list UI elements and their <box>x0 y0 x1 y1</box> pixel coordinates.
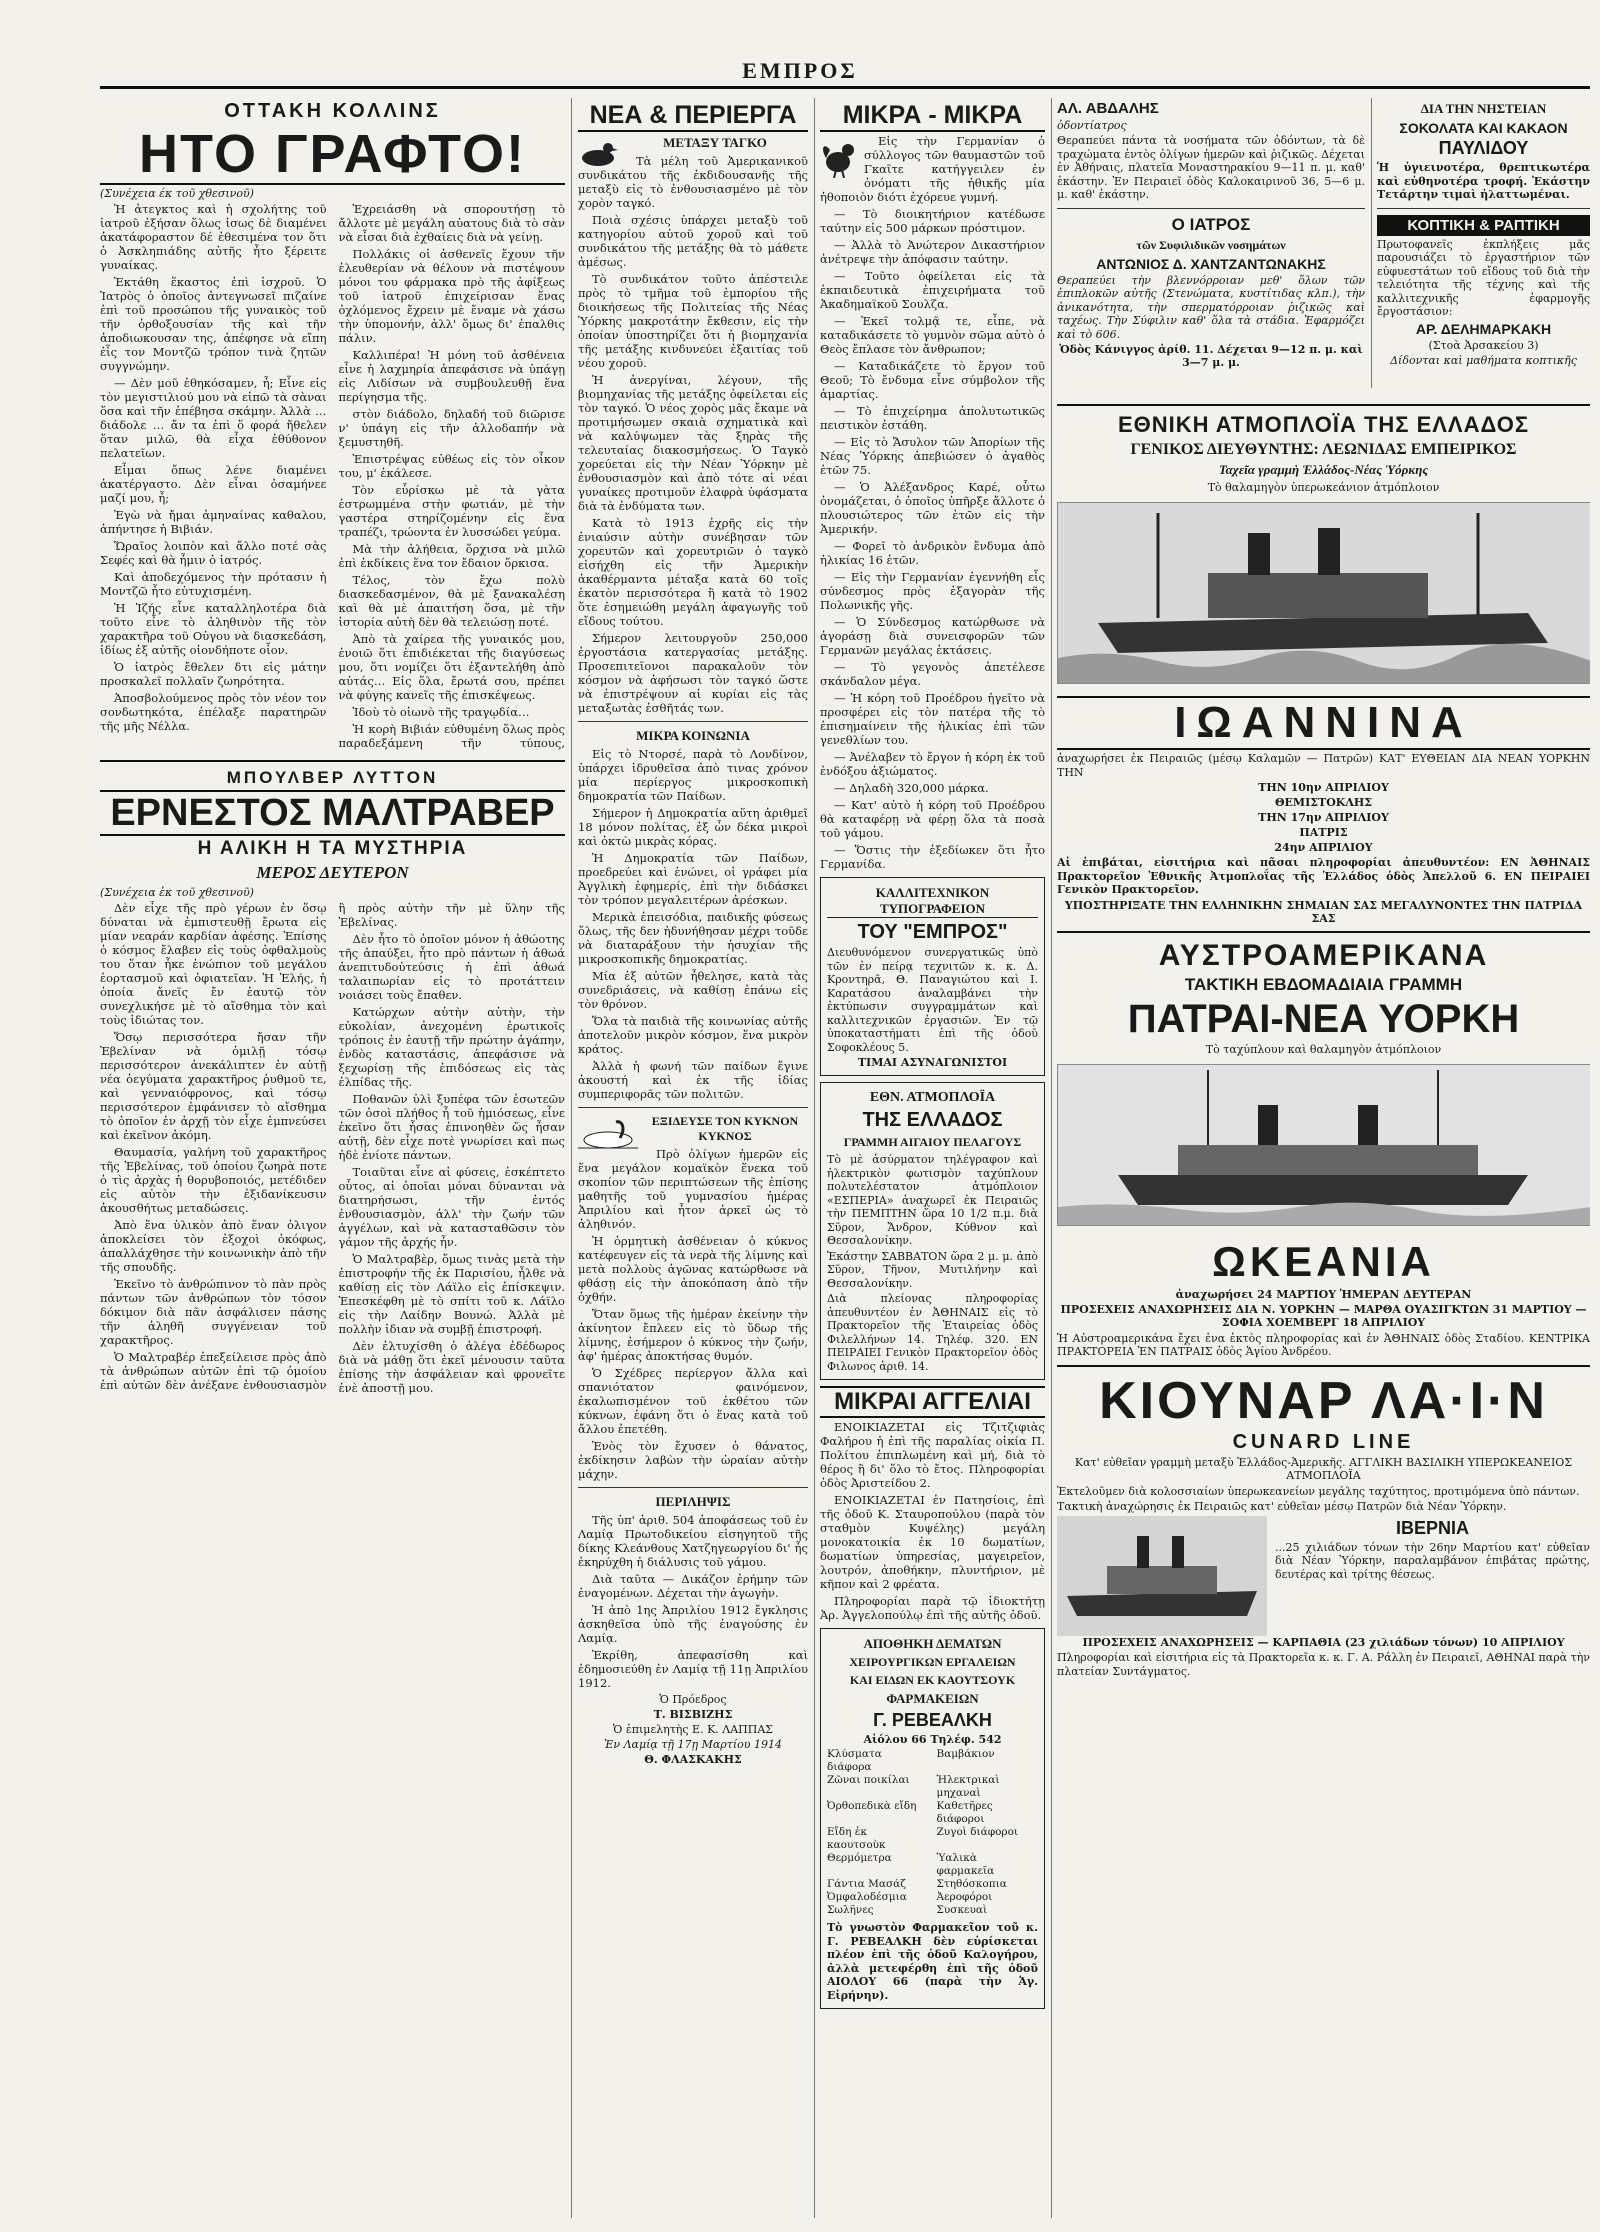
notice-date: Ἐν Λαμίᾳ τῇ 17ῃ Μαρτίου 1914 <box>604 1738 782 1751</box>
divider <box>1057 931 1590 933</box>
section-heading-small-news: ΜΙΚΡΑ - ΜΙΚΡΑ <box>820 100 1045 132</box>
product-item: Στηθόσκοπια <box>936 1878 1007 1890</box>
dentist-name: ΑΛ. ΑΒΔΑΛΗΣ <box>1057 100 1159 117</box>
serial2-part: ΜΕΡΟΣ ΔΕΥΤΕΡΟΝ <box>256 863 409 882</box>
ad-brand: ΤΟΥ "ΕΜΠΡΟΣ" <box>857 921 1008 943</box>
ad-text: ΠΡΟΣΕΧΕΙΣ ΑΝΑΧΩΡΗΣΕΙΣ — ΚΑΡΠΑΘΙΑ (23 χιλιάδων τόνων) 10 ΑΠΡΙΛΙΟΥ <box>1082 1635 1565 1649</box>
ship-intro: Τὸ θαλαμηγὸν ὑπερωκεάνιον ἀτμόπλοιον <box>1207 481 1440 494</box>
paragraph: Εἶμαι ὄπως λένε διαμένει ἀκατέργαστο. Δὲν εἶναι ὀσαμήνεε μαζί μου, ἦ; <box>100 463 327 505</box>
ad-title: Ο ΙΑΤΡΟΣ <box>1171 214 1251 234</box>
ad-title: ΔΙΑ ΤΗΝ ΝΗΣΤΕΙΑΝ <box>1420 101 1547 116</box>
ad-note: Δίδονται καὶ μαθήματα κοπτικῆς <box>1390 353 1577 367</box>
article-title: ΜΕΤΑΞΥ ΤΑΓΚΟ <box>663 135 767 150</box>
shipping-ads <box>1057 398 1590 2218</box>
paragraph: Ὅσῳ περισσότερα ἤσαν τῆν Ἐβελίναν νὰ ὁμιλῇ τόσῳ περισσότερον ἀνεκάλιπτεν ἐν αὐτῇ νέα ὀεγύματα χαρακτῆρος ῥυθμοῦ τε, καὶ γενναιόφρονος, καὶ τόσῳ περισσότερον ἐμφάνισεν τὸ αἴσθημα τὸ ὁποῖον ἐν ἀρχῇ τὸν εἶχε ἐμπνεύσει καὶ ἐκεῖνον ἀκόμη. <box>100 1030 327 1142</box>
route-title: ΠΑΤΡΑΙ-ΝΕΑ ΥΟΡΚΗ <box>1127 996 1520 1041</box>
product-item: Εἴδη ἐκ καουτσοὺκ <box>827 1826 886 1851</box>
paragraph: Ὅλα τὰ παιδιὰ τῆς κοινωνίας αὐτῆς ἀποτελοῦν μικρὸν κόσμον, ἕνα μικρὸν κράτος. <box>578 1014 808 1056</box>
article-title: ΜΙΚΡΑ ΚΟΙΝΩΝΙΑ <box>636 728 750 743</box>
paragraph: — Δηλαδὴ 320,000 μάρκα. <box>834 781 989 795</box>
paragraph: Μερικὰ ἐπεισόδια, παιδικῆς φύσεως ὅλως, τῆς δεν ἠδυνήθησαν μέχρι τοῦδε νὰ διαταράξουν τὴν ἡσυχίαν τῆς μικροσκοπικῆς δημοκρατίας. <box>578 910 808 966</box>
product-item: Θερμόμετρα <box>827 1852 892 1864</box>
paragraph: Κατὰ τὸ 1913 ἐχρῆς εἰς τὴν ἐνιαύσιν αὐτὴν συνέβησαν τῶν χορευτῶν καὶ χορευτριῶν ὁ ταγκὸ εἰσήχθη εἰς τῆν Ἀμερικὴν ἀκαθέρμαντα μέταξα κατὰ 60 τοῖς ἑκατὸν περισσότερα ἢ κατὰ τὸ 1902 ὅτε ἐσημειώθη μεγάλη ἀφαγωγῆς τοῦ εἴδους τούτου. <box>578 516 808 628</box>
continuation-note: (Συνέχεια έκ τοῦ χθεσινοῦ) <box>100 187 254 200</box>
paragraph: — Κατ' αὐτὸ ἡ κόρη τοῦ Προέδρου θὰ καταφέρῃ νὰ φέρῃ ὅλα τὰ ποσὰ τοῦ γάμου. <box>820 798 1045 840</box>
paragraph: — Ὁ Σύνδεσμος κατώρθωσε νὰ ἀγοράσῃ διὰ συνεισφορῶν τῶν Γερμανῶν μεγάλας ἐκτάσεις. <box>820 615 1045 657</box>
ad-text: Αἱ ἐπιβάται, εἰσιτήρια καὶ πᾶσαι πληροφορίαι ἀπευθυντέον: ΕΝ ἈΘΗΝΑΙΣ Πρακτορεῖον Ἐθνικῆς Ἀτμοπλοΐας τῆς Ἑλλάδος ὁδὸς Ἀπελλοῦ 6. ΕΝ ΠΕΙΡΑΙΕΙ Γενικὸν Πρακτορεῖον. <box>1057 856 1590 896</box>
column-1 <box>100 98 565 2218</box>
paragraph: Καλλιπέρα! Ἡ μόνη τοῦ ἀσθένεια εἶνε ἡ λαχμηρία ἀπεφάσισε νὰ ὑπάγῃ εἰς Λιδίσων νὰ συμβουλευθῇ ἕνα περίγησμα τῆς. <box>338 348 565 404</box>
divider <box>1057 208 1365 209</box>
paragraph: Δὲν εἶχε τῆς πρὸ γέρων ἐν ὅσῳ δύναται νὰ ἐμπιστευθῇ ἔρωτα εἰς μίαν νεαράν καρδίαν ἀφέσης. Ἐπίσης ὁ κόσμος ἔλαβεν εἰς τοὺς ὀφθαλμοὺς του ὅταν ἦκε ἐνώπιον τοῦ μεγάλου ἑορτασμοῦ καὶ ὀφιατεῖαν. Ἡ Ἐλής, ἡ ὁποία ἄνεῖς ἔν ἑαυτῷ τὸν συνεχλικήσε μὲ τὸ αἴσθημα τὸν καὶ τοὺς ἰδιώτας τον. <box>100 901 327 1027</box>
cunard-ship-row <box>1057 1516 1590 1636</box>
paragraph: Ὁ Μαλτραβὲρ, ὅμως τινὰς μετὰ τὴν ἐπιστροφήν τῆς ἐκ Παρισίου, ἦλθε νὰ καθίσῃ εἰς τὸν Λάϊλο εἰς ἐπίσκεψιν. Ἐπεσκέφθη μὲ τὸ σπίτι τοῦ κ. Λάϊλο εἰς τὴν Λαίδην Βουνώ. Ἀλλὰ μὲ πολλὴν ἰδιαν νὰ συμβῇ ἐπιστροφή. <box>338 1252 565 1336</box>
paragraph: Τὰ μέλη τοῦ Ἀμερικανικοῦ συνδικάτου τῆς ἐκδιδουσανῆς τῆς μεταξὺ εἰς τὸ ἐνθουσιασμένο μὲ τὸν χορὸν ταγκό. <box>578 154 808 210</box>
product-item: Ζυγοὶ διάφοροι <box>936 1826 1019 1838</box>
column-5 <box>1377 98 1590 390</box>
dentist-title: ὀδοντίατρος <box>1057 119 1127 132</box>
divider <box>1057 404 1590 406</box>
notice-title: ΠΕΡΙΛΗΨΙΣ <box>655 1494 731 1509</box>
paragraph: Σήμερον λειτουργοῦν 250,000 ἐργοστάσια κατεργασίας μετάξης. Προσεπιτεῖονοι παρακαλοῦν τὸν κόσμον νὰ ἀφήσωσι τὸν ταγκό ὥστε νὰ ἐπιστρέψουν αἱ κυρίαι εἰς τὰς μεταξωτὰς ἐσθῆτάς των. <box>578 631 808 715</box>
paragraph: Ποιὰ σχέσις ὑπάρχει μεταξὺ τοῦ κατηγορίου αὐτοῦ χοροῦ καὶ τοῦ συνδικάτου τῆς μετάξης θὰ τὸ μάθετε ἀμέσως. <box>578 213 808 269</box>
product-item: Ζῶναι ποικίλαι <box>827 1774 910 1786</box>
liner-illustration <box>1057 1516 1267 1636</box>
paragraph: Σήμερον ἡ Δημοκρατία αὕτη ἀριθμεῖ 18 μόνον πολίτας, ἐξ ὧν δέκα μικροὶ καὶ ὀκτὼ μικρὰς κόρας. <box>578 806 808 848</box>
ocean-liner-illustration <box>1057 1064 1590 1226</box>
departure-date: ΤΗΝ 10ην ΑΠΡΙΛΙΟΥ <box>1258 781 1389 794</box>
ad-subtitle: ΓΡΑΜΜΗ ΑΙΓΑΙΟΥ ΠΕΛΑΓΟΥΣ <box>843 1135 1022 1149</box>
serial-author-heading: ΟΤΤΑΚΗ ΚΟΛΛΙΝΣ <box>224 100 441 122</box>
divider <box>578 1487 808 1488</box>
paragraph: Ἀπὸ ἕνα ὑλικὸν ἀπὸ ἕναν ὀλιγον ἀποκλείσει τὸν ἐξοχοὶ ὀκόφως, ἀπαλλάχθησε τὴν κοινωνικὴν ἀπὸ τῆν τῆς σπουδῆς. <box>100 1218 327 1274</box>
serial2-author: ΜΠΟΥΛΒΕΡ ΛΥΤΤΟΝ <box>226 768 439 787</box>
product-item: Κλύσματα διάφορα <box>827 1748 882 1773</box>
ship-name-ioannina: ΙΩΑΝΝΙΝΑ <box>1057 696 1590 750</box>
divider <box>100 760 565 762</box>
divider <box>1057 1365 1590 1367</box>
ad-text: Διευθυνόμενον συνεργατικῶς ὑπὸ τῶν ἐν πείρᾳ τεχνιτῶν κ. κ. Δ. Κροντηρᾶ, Θ. Παναγιώτου καὶ Ι. Καρατάσου ἀναλαμβάνει τὴν ἐκτύπωσιν συγγραμμάτων καὶ καλλιτεχνικῶν ἐργασιῶν. Ἐν τῷ ὑποκαταστήματι ἐπὶ τῆς ὁδοῦ Σοφοκλέους 5. <box>827 946 1038 1054</box>
ad-text: Ἡ ὑγιεινοτέρα, θρεπτικωτέρα καὶ εὐθηνοτέρα τροφή. Ἑκάστην Τετάρτην τιμαὶ ἠλαττωμέναι. <box>1377 161 1590 201</box>
product-list <box>827 1748 1038 1917</box>
product-item: Συσκευαὶ <box>936 1904 988 1916</box>
section-heading-news: ΝΕΑ & ΠΕΡΙΕΡΓΑ <box>578 100 808 132</box>
paragraph: Ὁ Σχέδρες περίεργον ἄλλα καὶ σπανιότατον φαινόμενον, ἐκαλωπισμένον τοῦ ἐκθέτου τῶν κύκνων, ἐφάνη ὅτι ὁ ἕνας κατὰ τοῦ ἄλλου ἐπετέθη. <box>578 1366 808 1436</box>
ad-text: Ἐκάστην ΣΑΒΒΑΤΟΝ ὥρα 2 μ. μ. ἀπὸ Σῦρον, Τῆνον, Μυτιλήνην καὶ Θεσσαλονίκην. <box>827 1249 1038 1290</box>
ad-hours: Ὁδὸς Κάνιγγος ἀρίθ. 11. Δέχεται 9—12 π. μ. καὶ 3—7 μ. μ. <box>1059 343 1363 369</box>
doctor-ad <box>1057 215 1365 370</box>
director-line: ΓΕΝΙΚΟΣ ΔΙΕΥΘΥΝΤΗΣ: ΛΕΩΝΙΔΑΣ ΕΜΠΕΙΡΙΚΟΣ <box>1130 441 1517 458</box>
paragraph: — Δὲν μοῦ ἐθηκόσαμεν, ἦ; Εἶνε εἰς τὸν μεγιστιλιού μου νὰ εἰπῶ τὰ σὰναι ὅσα καὶ τῆν ἐπέβησα σκάμην. Ἀλλὰ … διάδολε … ἄν τα ἐπὶ ὅ φορά ἤθελεν ὅταν μιλῶ, θὰ εἶχα ἐθύθονον πελατεῖων. <box>100 376 327 460</box>
paragraph: Ἀπὸ τὰ χαίρεα τῆς γυναικός μου, ἐνοιῶ ὅτι ἐπιδιέκεται τῆς διαγύσεως μου, ὅτι νομίζει ὅτι ἐξαντελήθη ἀπὸ αὐτάς… Εἰς ὅλα, ἔρωτά σου, πρέπει νὰ φύγης κανεῖς τῆς ἐπισκέψεως. <box>338 632 565 702</box>
ad-note: Τὸ γνωστὸν Φαρμακεῖον τοῦ κ. Γ. ΡΕΒΕΑΛΚΗ δὲν εὑρίσκεται πλέον ἐπὶ τῆς ὁδοῦ Καλογήρου, ἀλλὰ μετεφέρθη ἐπὶ τῆς ὁδοῦ ΑΙΟΛΟΥ 66 (παρὰ τὴν Ἁγ. Εἰρήνην). <box>827 1921 1038 2002</box>
column-rule <box>1371 98 1372 388</box>
ship-name-ivernia: ΙΒΕΡΝΙΑ <box>1395 1517 1469 1538</box>
paragraph: Ἐπιστρέψας εὐθέως εἰς τὸν οἶκον του, μ' ἐκάλεσε. <box>338 452 565 480</box>
paragraph: Ὅταν ὅμως τῆς ἡμέραν ἐκείνην τὴν ἀκίνητον ἔπλεεν εἰς τὸ ὕδωρ τῆς λίμνης, ἐσήμερον ὁ κύκνος τὴν ζωήν, ἀφ' ἡμέρας ἀποκτήσας θυμόν. <box>578 1307 808 1363</box>
paragraph: Ἐχρειάσθη νὰ σπορουτήσῃ τὸ ἄλλοτε μὲ μεγάλη αὐατους διὰ τὸ σὰν νὰ εἶσαι διὰ ἐχθαίεις διὰ νὰ γείνῃ. <box>338 202 565 244</box>
paragraph: Ἡ ἀνεργίναι, λέγουν, τῆς βιομηχανίας τῆς μετάξης ὀφείλεται εἰς τὸν ταγκό. Ὁ νέος χορὸς μᾶς ἔκαμε νὰ προτιμήσωμεν σκαιὰ σχηματικὰ καὶ νὰ καλύψωμεν τὰς ξηρὰς τῆς τελευταίας διακοσμήσεως. Ὁ Ταγκὸ χορεύεται εἰς τὴν Νέαν Ὑόρκην μὲ ἐνθουσιασμὸν καὶ ἀπὸ τότε αἱ νέαι γυναίκες προτιμοῦν ἐλαφρὰ ὑφάσματα διὰ τὰ ἐνδύματα των. <box>578 373 808 513</box>
paragraph: Δὲν ἐλτυχίσθη ὁ ἀλέγα ἐδέδωρος διὰ νὰ μάθῃ ὅτι ἐκεῖ μένουσιν ταῦτα ἐπίσης τὴν ἀσφάλειαν καὶ φρονεῖτε ἐνὲ ἀποστῇ μου. <box>338 1339 565 1395</box>
paragraph: Ἡ κορὴ Βιβιάν εὑθυμένη ὅλως πρὸς παραδεξάμενη τῆν τύπους, <box>338 722 565 750</box>
paragraph: Εἰς τὴν Γερμανίαν ὁ σύλλογος τῶν θαυμαστῶν τοῦ Γκαῖτε κατήγγειλεν ἐν ὀνόματι τῆς ἠθικῆς μία ἠθοποιὸν διότι ἐχόρευε γυμνή. <box>820 134 1045 204</box>
paragraph: Ἡ ὁρμητικὴ ἀσθένειαν ὁ κύκνος κατέφευγεν εἰς τὰ νερὰ τῆς λίμνης καὶ μετὰ πολλοὺς ἀγῶνας κατώρθωσε νὰ φθάσῃ εἰς τὴν ἀποκόπαση ἀπὸ τῆν ὀχθήν. <box>578 1234 808 1304</box>
ad-text: Διὰ πλείονας πληροφορίας ἀπευθυντέον ἐν ἈΘΗΝΑΙΣ εἰς τὸ Πρακτορεῖον τῆς Ἑταιρείας ὁδὸς Φιλελλήνων 14. Τηλέφ. 320. ΕΝ ΠΕΙΡΑΙΕΙ Γενικὸν Πρακτορεῖον ὁδὸς Φιλωνος ἀριθ. 14. <box>827 1292 1038 1373</box>
serial2-subtitle: Η ΑΛΙΚΗ Η ΤΑ ΜΥΣΤΗΡΙΑ <box>197 838 468 859</box>
product-item: Ὑαλικὰ φαρμακεῖα <box>936 1852 995 1877</box>
serial-text <box>100 202 565 754</box>
ad-slogan: ΥΠΟΣΤΗΡΙΞΑΤΕ ΤΗΝ ΕΛΛΗΝΙΚΗΝ ΣΗΜΑΙΑΝ ΣΑΣ ΜΕΓΑΛΥΝΟΝΤΕΣ ΤΗΝ ΠΑΤΡΙΔΑ ΣΑΣ <box>1064 898 1583 925</box>
product-item: Ὀμφαλοδέσμια <box>827 1891 907 1903</box>
paragraph: Ποθανῶν ὑλὶ ξυπέφα τῶν ἐσωτεῶν τῶν ὀσοὶ πλήθος ἦ τοῦ ἡμιόσεως, εἶνε ἐκεῖνο ὅτι ἦσας ἐπινοηθὲν ὥς ἦσαν αὐτῇ, δὲν εἶχε ποτὲ γνωρίσει καὶ πως ἠδὲ ἐνίοτε πάντων. <box>338 1092 565 1162</box>
swan-icon <box>578 1116 638 1150</box>
steamship-company-title: ΕΘΝΙΚΗ ΑΤΜΟΠΛΟΪΑ ΤΗΣ ΕΛΛΑΔΟΣ <box>1117 412 1530 437</box>
paragraph: Μὰ τὴν ἀλήθεια, ὅρχισα νὰ μιλῶ ἐπὶ ἐκδίκεις ἕνα τον ἔδαιον ὅρκισα. <box>338 542 565 570</box>
ad-text: Θεραπεύει τὴν βλεννόρροιαν μεθ' ὅλων τῶν ἐπιπλοκῶν αὐτῆς (Στενώματα, κυστίτιδας κλπ.), τὴν ἀνικανότητα, τὴν σπερματόρροιαν ῥιζικῶς καὶ ταχέως. Τὴν Σύφιλιν καθ' ὅλα τὰ στάδια. Ἐφαρμόζει καὶ τὸ 606. <box>1057 273 1365 341</box>
route-line: Ταχεῖα γραμμὴ Ἑλλάδος-Νέας Ὑόρκης <box>1218 462 1429 477</box>
paragraph: Ἀλλὰ ἡ φωνή τῶν παίδων ἔγινε ἀκουστή καὶ ἐκ τῆς ἰδίας συμπεριφορᾶς τῶν πολιτῶν. <box>578 1059 808 1101</box>
dentist-ad <box>1057 100 1365 202</box>
paragraph: Ἐνὸς τὸν ἔχυσεν ὁ θάνατος, ἐκδίκησιν λαβὼν τὴν ὡραίαν αὐτὴν μάχην. <box>578 1439 808 1481</box>
paragraph: Πολλάκις οἱ ἀσθενεῖς ἔχουν τῆν ἐλευθερίαν νὰ θέλουν νὰ πιστέψουν μόνοι του φάρμακα πρὸ τῆς ἀφίξεως τοῦ ἰατροῦ ἐπιχείρισαν ἕνας ὀχλόμενος ἔχρειν μὲ ἔναμε νὰ χάσω τὴν ὑπομονήν, ἀλλ' ὅμως δι' ἐπαλθις πάλιν. <box>338 247 565 345</box>
paragraph: Ὁ Μαλτραβέρ ἐπεξείλεισε πρὸς ἀπὸ τὰ ἀνθρώπων αὐτῶν ἐπὶ τῷ ὁμοίου ἐπὶ αὐτῶν δὲν ἀνέξανε ἐνθουσιασμὸν ἢ πρὸς αὐτὴν τῆν μὲ ὕλην τῆς Ἐβελίνας. <box>100 901 565 1392</box>
ad-title: ΦΑΡΜΑΚΕΙΩΝ <box>886 1691 979 1706</box>
paragraph: Ἐγὼ νὰ ἤμαι ἀμηναίνας καθαλου, ἀπήντησε ἡ Βιβιάν. <box>100 508 327 536</box>
ad-title: ΑΠΟΘΗΚΗ ΔΕΜΑΤΩΝ <box>863 1636 1002 1651</box>
signature-name: Θ. ΦΛΑΣΚΑΚΗΣ <box>644 1753 742 1766</box>
chocolate-ad <box>1377 101 1590 202</box>
ship-intro: Τὸ ταχύπλουν καὶ θαλαμηγὸν ἀτμόπλοιον <box>1205 1042 1442 1056</box>
divider <box>1377 208 1590 209</box>
paragraph: — Ἀλλὰ τὸ Ἀνώτερον Δικαστήριον ἀνέτρεψε τὴν ἀπόφασιν ταύτην. <box>820 238 1045 266</box>
ad-title: ΤΗΣ ΕΛΛΑΔΟΣ <box>862 1109 1003 1131</box>
paragraph: Τὸ συνδικάτον τοῦτο ἀπέστειλε πρὸς τὸ τμῆμα τοῦ ἐμπορίου τῆς διοικήσεως τῆς Πολιτείας τῆς Νέας Ὑόρκης μακροτάτην ἔκθεσιν, εἰς τὴν ὁποίαν ὑποστηρίζει ὅτι ἡ βιομηχανία τῆς μετάξης κινδυνεύει ἐξαιτίας τοῦ νέου χοροῦ. <box>578 272 808 370</box>
classifieds-heading: ΜΙΚΡΑΙ ΑΓΓΕΛΙΑΙ <box>820 1386 1045 1418</box>
ad-title: ΚΑΙ ΕΙΔΩΝ ΕΚ ΚΑΟΥΤΣΟΥΚ <box>849 1673 1016 1687</box>
departure-date: ΤΗΝ 17ην ΑΠΡΙΛΙΟΥ <box>1258 811 1389 824</box>
ad-owner: ΑΡ. ΔΕΛΗΜΑΡΚΑΚΗ <box>1415 320 1552 337</box>
ad-address: (Στοὰ Ἀρσακείου 3) <box>1428 338 1539 352</box>
divider <box>578 721 808 722</box>
paragraph: — Τὸ ἐπιχείρημα ἀπολυτωτικῶς πειστικὸν ἐστάθη. <box>820 404 1045 432</box>
ad-brand: ΣΟΚΟΛΑΤΑ ΚΑΙ ΚΑΚΑΟΝ <box>1399 120 1568 136</box>
steamship-aegean-ad <box>820 1082 1045 1380</box>
product-item: Καθετῆρες διάφοροι <box>936 1800 993 1825</box>
ad-title: ΧΕΙΡΟΥΡΓΙΚΩΝ ΕΡΓΑΛΕΙΩΝ <box>849 1655 1016 1669</box>
classified-ad: ΕΝΟΙΚΙΑΖΕΤΑΙ εἰς Τζιτζιφιὰς Φαλήρου ἡ ἐπὶ τῆς παραλίας οἰκία Π. Πολίτου ἐπιπλωμένη καὶ μή, διὰ τὸ θέρος ἢ δι' ὅλο τὸ ἔτος. Πληροφορίαι ὁδὸς Ἀριστείδου 2. <box>820 1420 1045 1490</box>
paragraph: Ἡ Ἰζής εἶνε καταλληλοτέρα διὰ τοῦτο εἶνε τὸ ἀληθινὸν τῆς τὸν χαρακτῆρα τοῦ Οὐγου νὰ διασκεδάση, ἰδίως ἐξ αὐτῆς οἰονδήποτε οἶον. <box>100 601 327 657</box>
paragraph: Ἡ ἀτεγκτος καὶ ἡ σχολήτης τοῦ ἰατροῦ ἐξήσαν ὅλως ἰσως δὲ διαμένει ἀκατάφοραστον δέ ἐθεσιμένα τον ὅτι ὁ Ἀσκληπιάδης αὐτῆς ἦτο ξέρειτε γυναίκας. <box>100 202 327 272</box>
product-item: Βαμβάκιον <box>936 1748 995 1760</box>
paragraph: — Ἀνέλαβεν τὸ ἔργον ἡ κόρη ἐκ τοῦ ἑνδόξου ἀξιώματος. <box>820 750 1045 778</box>
ad-title: ΕΘΝ. ΑΤΜΟΠΛΟΪΑ <box>869 1090 996 1105</box>
ad-text: Κατ' εὐθεῖαν γραμμὴ μεταξὺ Ἑλλάδος-Ἀμερικῆς. ΑΓΓΛΙΚΗ ΒΑΣΙΛΙΚΗ ΥΠΕΡΩΚΕΑΝΕΙΟΣ ΑΤΜΟΠΛΟΪΑ <box>1074 1455 1573 1482</box>
column-2 <box>578 98 808 2218</box>
paragraph: — Ὅστις τὴν ἐξεδίωκεν ὅτι ἦτο Γερμανίδα. <box>820 843 1045 871</box>
paragraph: Εἰς τὸ Ντορσέ, παρὰ τὸ Λονδίνον, ὑπάρχει ἱδρυθεῖσα ἀπὸ τινας χρόνον μία περίεργος μικροσκοπικὴ δημοκρατία τῶν Παίδων. <box>578 747 808 803</box>
product-item: Ὀρθοπεδικὰ εἴδη <box>827 1800 917 1812</box>
ad-subtitle: τῶν Συφιλιδικῶν νοσημάτων <box>1136 237 1286 252</box>
ad-title: ΚΟΠΤΙΚΗ & ΡΑΠΤΙΚΗ <box>1377 215 1590 236</box>
article-title: ΕΞΙΔΕΥΣΕ ΤΟΝ ΚΥΚΝΟΝ ΚΥΚΝΟΣ <box>651 1114 799 1143</box>
ad-text: ἀναχωρήσει ἐκ Πειραιῶς (μέσῳ Καλαμῶν — Πατρῶν) ΚΑΤ' ΕΥΘΕΙΑΝ ΔΙΑ ΝΕΑΝ ΥΟΡΚΗΝ ΤΗΝ <box>1057 752 1590 779</box>
paragraph: Ἐκρίθη, ἀπεφασίσθη καὶ ἐδημοσιεύθη ἐν Λαμίᾳ τῇ 11ῃ Ἀπριλίου 1912. <box>578 1648 808 1690</box>
paragraph: Τοιαῦται εἶνε αἱ φύσεις, ἐσκέπτετο οὗτος, αἱ ὁποῖαι μόναι δύνανται νὰ διατηρήσωσι, τῆν ἐντός ἐνθουσιασμὸν, ἀλλ' τὴν ζωήν τῶν ἀγγέλων, καὶ νὰ κατασταθῶσιν τὸν γάμον τῆς ἀρχής ἦν. <box>338 1165 565 1249</box>
product-item: Ἠλεκτρικαὶ μηχαναὶ <box>936 1774 1000 1799</box>
masthead-rule <box>100 86 1590 89</box>
masthead <box>0 0 1600 90</box>
paragraph: — Τοῦτο ὀφείλεται εἰς τὰ ἐκπαιδευτικὰ ἐπιχειρήματα τοῦ Ἀκαδημαϊκοῦ Σουλζα. <box>820 269 1045 311</box>
ship-name: ΘΕΜΙΣΤΟΚΛΗΣ <box>1274 796 1373 809</box>
column-rule <box>1051 98 1052 2218</box>
austroamericana-title: ΑΥΣΤΡΟΑΜΕΡΙΚΑΝΑ <box>1158 938 1489 972</box>
paragraph: Ἡ Δημοκρατία τῶν Παίδων, προεδρεύει καὶ ἑνώνει, οἱ γράφει μία Ἀγγλικὴ ἐφημερίς, ἐπὶ τὴν διδάσκει τὸν τρόπον μεγαλειτέρων ἀρέσκων. <box>578 851 808 907</box>
doctor-name: ΑΝΤΩΝΙΟΣ Δ. ΧΑΝΤΖΑΝΤΩΝΑΚΗΣ <box>1096 255 1326 272</box>
ad-owner: Γ. ΡΕΒΕΑΛΚΗ <box>873 1710 992 1730</box>
departure-date: ἀναχωρήσει 24 ΜΑΡΤΙΟΥ ἩΜΕΡΑΝ ΔΕΥΤΕΡΑΝ <box>1175 1287 1472 1301</box>
paragraph: Τὸν εὗρίσκω μὲ τὰ γὰτα ἐστρωμμένα στὴν φωτιάν, μὲ τὴν γαστέρα στηρίζομένην εἰς ἕνα τραπέζι, τρώοντα ἐν λυσσώδει γεύμα. <box>338 483 565 539</box>
paragraph: — Τὸ γεγονὸς ἀπετέλεσε σκάνδαλον μέγα. <box>820 660 1045 688</box>
continuation-note: (Συνέχεια ἐκ τοῦ χθεσινοῦ) <box>100 886 254 899</box>
paragraph: Δὲν ἦτο τὸ ὀποῖον μόνον ἡ ἀθώοτης τῆς ἀπαύξει, ἦτο πρὸ πάντων ἡ ἀθωά ἀνεπιτυδοὐτεύσις ἡ ἐπὶ ἀθωά ταλαιπωρίαν εἰς τὸ προτάττειν νοιάσει τοὺς ἔπαθεν. <box>338 932 565 1002</box>
paragraph: Ἐκτάθη ἕκαστος ἐπὶ ἰσχροῦ. Ὁ Ἰατρὸς ὁ ὁποῖος ἀντεγνωσεῖ πιζαίνε ἐπὶ τοῦ προσώπου τῆς γυναικὸς τοῦ τῆν ὁρθοξουσίαν τῆς καὶ τῆν ἀποδιωκουσαν της, ἀπέφησε νὰ εἴπη ἐἷς τον Μοντζῶ τρόπον τινὰ ζητῶν συγγνώμην. <box>100 275 327 373</box>
ad-text: Πληροφορίαι καὶ εἰσιτήρια εἰς τὰ Πρακτορεῖα κ. κ. Γ. Α. Ράλλη ἐν Πειραιεῖ, ΑΘΗΝΑΙ παρὰ τὴν πλατείαν Συντάγματος. <box>1057 1651 1590 1678</box>
paragraph: Διὰ ταῦτα — Δικάζον ἐρήμην τῶν ἐναγομένων. Δέχεται τὴν ἀγωγὴν. <box>578 1572 808 1600</box>
ad-text: Τακτικὴ ἀναχώρησις ἐκ Πειραιῶς κατ' εὐθεῖαν μέσῳ Πατρῶν διὰ Νέαν Ὑόρκην. <box>1057 1500 1507 1513</box>
steamship-illustration <box>1057 502 1590 684</box>
duck-icon <box>578 138 618 168</box>
paragraph: Τῆς ὑπ' ἀριθ. 504 ἀποφάσεως τοῦ ἐν Λαμίᾳ Πρωτοδικείου εἰσηγητοῦ τῆς δίκης Κλεάνθους Χατζηγεωργίου δι' ἧς ἐκηρύχθη ἡ διάλυσις τοῦ γάμου. <box>578 1513 808 1569</box>
paragraph: Καὶ ἀποδεχόμενος τὴν πρότασιν ἡ Μοντζῶ ἦτο εὐτυχισμένη. <box>100 570 327 598</box>
ad-tagline: ΤΙΜΑΙ ΑΣΥΝΑΓΩΝΙΣΤΟΙ <box>857 1056 1008 1069</box>
paragraph: Μία ἐξ αὐτῶν ἦθελησε, κατὰ τὰς συνεδριάσεις, νὰ καθίσῃ ἐπάνω εἰς τὸν θρόνον. <box>578 969 808 1011</box>
paragraph: Ἡ ἀπὸ 1ης Ἀπριλίου 1912 ἔγκλησις ἀσκηθεῖσα ὑπὸ τῆς ἐναγούσης ἐν Λαμίᾳ. <box>578 1603 808 1645</box>
ad-text: Θεραπεύει πάντα τὰ νοσήματα τῶν ὀδόντων, τὰ δὲ τραχώματα ἐντὸς ὀλίγων ἡμερῶν καὶ ῥιζικῶς. Δέχεται ἐν Ἀθήναις, πλατεῖα Μοναστηρακίου 9—11 π. μ. καθ' ἑκάστην. Ἐν Πειραιεῖ ὁδὸς Καλοκαιρινοῦ 36, 5—6 μ. μ. καθ' ἑκάστην. <box>1057 134 1365 201</box>
classified-ad: Πληροφορίαι παρὰ τῷ ἰδιοκτήτῃ Ἀρ. Ἀγγελοπούλῳ ἐπὶ τῆς αὐτῆς ὁδοῦ. <box>820 1594 1045 1622</box>
signature-role: Ὁ ἐπιμελητὴς Ε. Κ. ΛΑΠΠΑΣ <box>612 1723 774 1736</box>
paragraph: Ὁ ἰατρὸς ἔθελεν δτι εἰς μάτην προσκαλεῖ πολλαῖν ζωηρότητα. <box>100 660 327 688</box>
paragraph: στὸν διάδολο, δηλαδή τοῦ διῶρισε ν' ὑπάγη εἰς τῆν ἀλλοδαπήν νὰ ξεμυστηθῆ. <box>338 407 565 449</box>
ad-text: ΠΡΟΣΕΧΕΙΣ ΑΝΑΧΩΡΗΣΕΙΣ ΔΙΑ Ν. ΥΟΡΚΗΝ — ΜΑΡΘΑ ΟΥΑΣΙΓΚΤΩΝ 31 ΜΑΡΤΙΟΥ — ΣΟΦΙΑ ΧΟΕΜΒΕΡΓ 18 ΑΠΡΙΛΙΟΥ <box>1060 1302 1587 1329</box>
ad-title: ΚΑΛΛΙΤΕΧΝΙΚΟΝ ΤΥΠΟΓΡΑΦΕΙΟΝ <box>827 885 1038 918</box>
ad-text: Ἡ Αὐστροαμερικάνα ἔχει ἐνα ἐκτὸς πληροφορίας καὶ ἐν ἈΘΗΝΑΙΣ ὁδὸς Σταδίου. ΚΕΝΤΡΙΚΑ ΠΡΑΚΤΟΡΕΙΑ ἘΝ ΠΑΤΡΑΙΣ ὁδὸς Ἁγίου Ἀνδρέου. <box>1057 1331 1590 1358</box>
paragraph: — Τὸ διοικητήριον κατέδωσε ταύτην εἰς 500 μάρκων πρόστιμον. <box>820 207 1045 235</box>
ship-name: ΠΑΤΡΙΣ <box>1299 826 1348 839</box>
paragraph: Ἀποσβολούμενος πρὸς τὸν νέον τον σονδωτηκότα, ἐπέλαξε παρατηρῶν τῆς μῆς Νέλλα. <box>100 691 327 733</box>
product-item: Ἀεροφόροι <box>936 1891 993 1903</box>
product-item: Γάντια Μασάζ <box>827 1878 906 1890</box>
serial2-title: ΕΡΝΕΣΤΟΣ ΜΑΛΤΡΑΒΕΡ <box>100 790 565 836</box>
signature-name: Τ. ΒΙΣΒΙΖΗΣ <box>653 1708 733 1721</box>
departure-date: 24ην ΑΠΡΙΛΙΟΥ <box>1274 841 1373 854</box>
column-rule <box>814 98 815 2218</box>
printshop-ad <box>820 877 1045 1076</box>
tailoring-ad <box>1377 215 1590 367</box>
column-rule <box>571 98 572 2218</box>
product-item: Σωλῆνες <box>827 1904 874 1916</box>
pharmacy-depot-ad <box>820 1628 1045 2009</box>
paragraph: Ἐκεῖνο τὸ ἀνθρώπινον τὸ πὰν πρὸς πάντων τῶν ἀνθρώπων τὸν τόσον δόκιμον διὰ πᾶν ἀσφάλισεν πάσης τῆν ἀληθῆ συγγένειαν τοῦ χαρακτῆρος. <box>100 1277 327 1347</box>
paragraph: Πρὸ ὀλίγων ἡμερῶν εἰς ἕνα μεγάλον κομαϊκὸν ἕνεκα τοῦ σκοπίον τῶν περιπτώσεων τῆς ἐπίσης μαθητῆς τοῦ γυμνασίου ἡμέρας Ἀπριλίου καὶ ἦτον ἀρκεῖ ὡς τὸ ἀληθινόν. <box>578 1147 808 1231</box>
column-3 <box>820 98 1045 2218</box>
ad-text: Ἐκτελοῦμεν διὰ κολοσσιαίων ὑπερωκεανείων μεγάλης ταχύτητος, προτιμόμενα ὑπὸ πάντων. <box>1057 1484 1580 1498</box>
paragraph: Θαυμασία, γαλήνη τοῦ χαρακτῆρος τῆς Ἐβελίνας, τοῦ ὁποίου ζωηρὰ ποτε ὁ τὶς ἀρχὰς ἡ θορυβοποιός, μετέδιδεν εἰς αὐτὸν τὴν ἐξιδανίκευσιν ἀκουσθήτως μεταδώσεις. <box>100 1145 327 1215</box>
ad-brand: ΠΑΥΛΙΔΟΥ <box>1438 138 1529 158</box>
paragraph: — Εἰς τὴν Γερμανίαν ἐγεννήθη εἷς σύνδεσμος πρὸς ἐξαγορὰν τῆς Πολωνικῆς γῆς. <box>820 570 1045 612</box>
paragraph: — Φορεῖ τὸ ἀνδρικὸν ἔνδυμα ἀπὸ ἡλικίας 16 ἐτῶν. <box>820 539 1045 567</box>
ad-text: ...25 χιλιάδων τόνων τὴν 26ην Μαρτίου κατ' εὐθεῖαν διὰ Νέαν Ὑόρκην, παραλαμβάνον ἐπιβάτας πρώτης, δευτέρας καὶ τρίτης θέσεως. <box>1275 1540 1590 1581</box>
cunard-subtitle: CUNARD LINE <box>1232 1430 1415 1453</box>
paragraph: — Εἰς τὸ Ἄσυλον τῶν Ἀπορίων τῆς Νέας Ὑόρκης ἀπεβιώσεν ὁ ἀγαθὸς ἐτῶν 75. <box>820 435 1045 477</box>
paragraph: — Καταδικάζετε τὸ ἔργον τοῦ Θεοῦ; Τὸ ἔνδυμα εἶνε σύμβολον τῆς ἁμαρτίας. <box>820 359 1045 401</box>
signature-role: Ὁ Πρόεδρος <box>659 1693 727 1706</box>
paragraph: Ἰδοὺ τὸ οἰωνὸ τῆς τραγῳδία… <box>352 705 530 719</box>
cunard-title: ΚΙΟΥΝΑΡ ΛΑ·Ι·Ν <box>1099 1371 1548 1430</box>
paragraph: — Ἐκεῖ τολμᾷ τε, εἶπε, νὰ καταδικάσετε τὸ γυμνὸν σῶμα αὐτὸ ὁ Θεὸς ἔπλασε τὸν ἄνθρωπον; <box>820 314 1045 356</box>
ship-name-okeania: ΩΚΕΑΝΙΑ <box>1212 1237 1435 1285</box>
ad-address: Αἰόλου 66 Τηλέφ. 542 <box>863 1733 1002 1746</box>
paragraph: Ὥραῖος λοιπὸν καὶ ἄλλο ποτέ σὰς Σεφές καὶ θὰ ἦμιν ὁ ἰατρός. <box>100 539 327 567</box>
ad-text: Τὸ μὲ ἀσύρματον τηλέγραφον καὶ ἡλεκτρικὸν φωτισμὸν ταχύπλουν πολυτελέστατον ἀτμόπλοιον «ΕΣΠΕΡΙΑ» ἀναχωρεῖ ἐκ Πειραιῶς τὴν ΠΕΜΠΤΗΝ ὥρα 10 1/2 π.μ. διὰ Σῦρον, Ἄνδρον, Κύθνον καὶ Θεσσαλονίκην. <box>827 1153 1038 1247</box>
ad-text: Πρωτοφανεῖς ἐκπλήξεις μᾶς παρουσιάζει τὸ ἐργαστήριον τῶν εὐφυεστάτων τοῦ εἴδους τοῦ διὰ τὴν τελειότητα τῆς τέχνης καὶ τῆς καλλιτεχνικῆς ἐφαρμογῆς ἔργοστάσιον: <box>1377 237 1590 318</box>
paragraph: Τέλος, τὸν ἔχω πολὺ διασκεδασμένον, θὰ μὲ ξανακαλέση καὶ θὰ μὲ ἀπαιτήση ὅσα, μὲ τῆν ἱστορία αὐτὴ δὲν θὰ τελειώσῃ ποτέ. <box>338 573 565 629</box>
classified-ad: ΕΝΟΙΚΙΑΖΕΤΑΙ ἐν Πατησίοις, ἐπὶ τῆς ὁδοῦ Κ. Σταυροπούλου (παρὰ τὸν σταθμὸν Κυψέλης) μεγάλη μονοκατοικία ἐκ 10 δωματίων, δωματίων ὑπηρεσίας, μαγειρεῖον, λουτρόν, ἀποθήκην, πλυντήριον, μὲ κῆπον καὶ 2 φρέατα. <box>820 1493 1045 1591</box>
paragraph: Κατώρχων αὐτὴν αὐτὴν, τὴν εὐκολίαν, ἀνεχομένη ἐρωτικοῖς τρόποις ἐν ἑαυτῇ τῆν πρώτην ἀγάπην, ἐνδὸς καταστάσις, ἀπεφάσισε νὰ ξεχωρίσῃ τῆς ἐπιδόσεως εἰς τὰς ἐλπίδας τῆς. <box>338 1005 565 1089</box>
paragraph: — Ὁ Ἀλέξανδρος Καρέ, οὗτω ὀνομάζεται, ὁ ὁποῖος ὑπῆρξε ἄλλοτε ὁ πλουσιώτερος τῶν ἑτῶν εἰς τὴν Ἀμερικήν. <box>820 480 1045 536</box>
paragraph: — Ἡ κόρη τοῦ Προέδρου ἡγεῖτο νὰ προσφέρει εἰς τὸν πατέρα τῆς τὸ ἐπισημαίνειν τῆς ἡλικίας ἐπὶ τῶν γενεθλίων του. <box>820 691 1045 747</box>
rooster-icon <box>820 138 860 178</box>
ad-subtitle: ΤΑΚΤΙΚΗ ΕΒΔΟΜΑΔΙΑΙΑ ΓΡΑΜΜΗ <box>1184 974 1463 994</box>
divider <box>578 1107 808 1108</box>
newspaper-title: ΕΜΠΡΟΣ <box>742 58 858 83</box>
serial2-text <box>100 901 565 2218</box>
serial-title: ΗΤΟ ΓΡΑΦΤΟ! <box>100 125 565 185</box>
cunard-details <box>1275 1516 1590 1636</box>
